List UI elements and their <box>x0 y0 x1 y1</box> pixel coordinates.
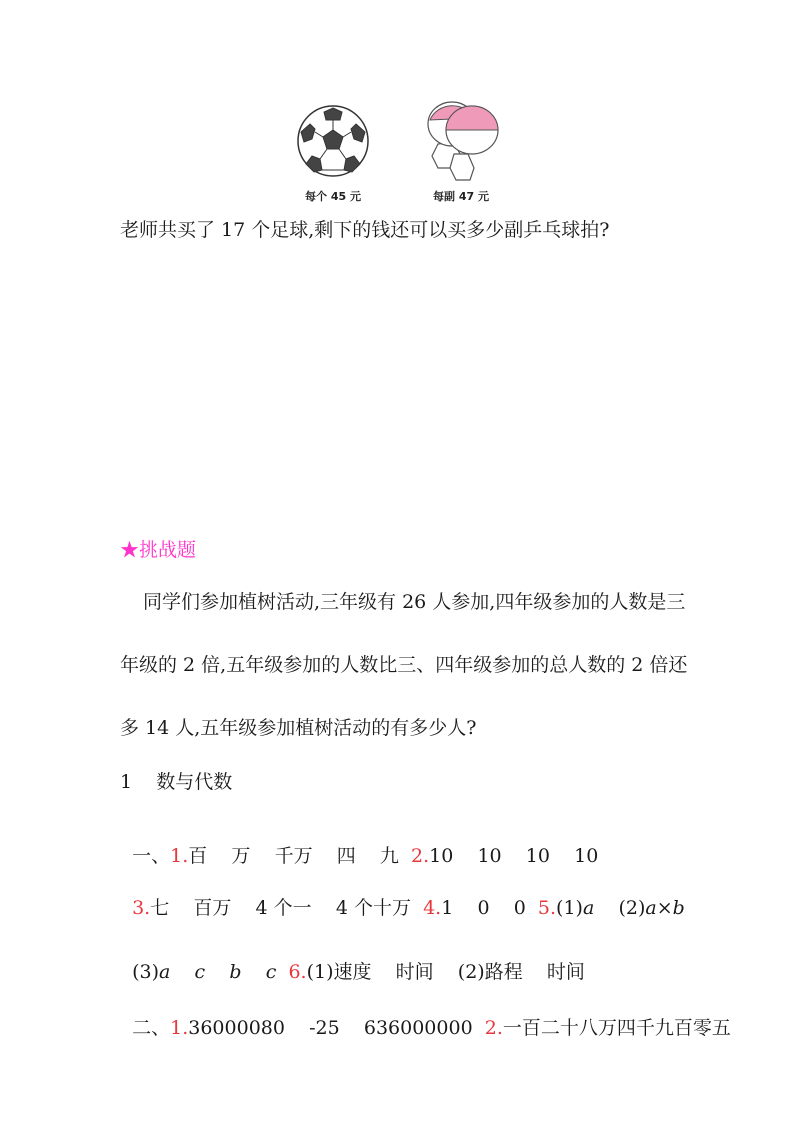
row3-var-c-2: c <box>265 961 277 983</box>
row1-prefix: 一、 <box>132 845 171 867</box>
question-text: 老师共买了 17 个足球,剩下的钱还可以买多少副乒乓球拍? <box>120 219 610 241</box>
answers-section-title: 1 数与代数 <box>120 771 233 793</box>
row3-var-a: a <box>159 961 171 983</box>
challenge-line-1: 同学们参加植树活动,三年级有 26 人参加,四年级参加的人数是三 <box>143 591 686 613</box>
row2-text-3: 七 百万 4 个一 4 个十万 <box>150 897 411 919</box>
paddle-icon <box>424 96 504 182</box>
soccer-price-caption: 每个 45 元 <box>305 190 361 203</box>
row3-num-6: 6. <box>288 961 307 983</box>
ping-pong-paddle-image <box>424 96 504 182</box>
row4-text-1: 36000080 -25 636000000 <box>188 1017 473 1039</box>
challenge-line-3: 多 14 人,五年级参加植树活动的有多少人? <box>120 717 477 739</box>
row3-text-6: (1)速度 时间 (2)路程 时间 <box>306 961 585 983</box>
row1-text-2: 10 10 10 10 <box>429 845 599 867</box>
paddle-price-caption: 每副 47 元 <box>433 190 489 203</box>
row3-var-c: c <box>194 961 206 983</box>
row2-times: × <box>656 897 673 919</box>
row4-text-2: 一百二十八万四千九百零五 <box>502 1017 731 1039</box>
row3-text-3: (3) <box>132 961 160 983</box>
row2-num-4: 4. <box>423 897 442 919</box>
row1-num-2: 2. <box>410 845 430 867</box>
row3-var-b: b <box>229 961 242 983</box>
row2-text-5c: (2) <box>594 897 646 919</box>
row1-num-1: 1. <box>170 845 189 867</box>
row2-var-a-2: a <box>645 897 657 919</box>
answer-row-1 <box>120 820 598 868</box>
row2-num-5: 5. <box>537 897 557 919</box>
soccer-ball-image <box>296 104 370 178</box>
row2-var-b: b <box>672 897 685 919</box>
challenge-heading: ★挑战题 <box>120 539 197 561</box>
answer-row-2 <box>120 872 685 920</box>
challenge-line-2: 年级的 2 倍,五年级参加的人数比三、四年级参加的总人数的 2 倍还 <box>120 654 688 676</box>
row4-prefix: 二、 <box>132 1017 171 1039</box>
row4-num-2: 2. <box>484 1017 503 1039</box>
row4-num-1: 1. <box>170 1017 189 1039</box>
row2-text-4: 1 0 0 <box>441 897 526 919</box>
soccer-ball-icon <box>296 104 370 178</box>
answer-row-3 <box>120 936 585 984</box>
row1-text-1: 百 万 千万 四 九 <box>188 845 399 867</box>
row2-text-5a: (1) <box>556 897 583 919</box>
answer-row-4 <box>120 992 731 1040</box>
row2-var-a: a <box>582 897 595 919</box>
row2-num-3: 3. <box>132 897 151 919</box>
